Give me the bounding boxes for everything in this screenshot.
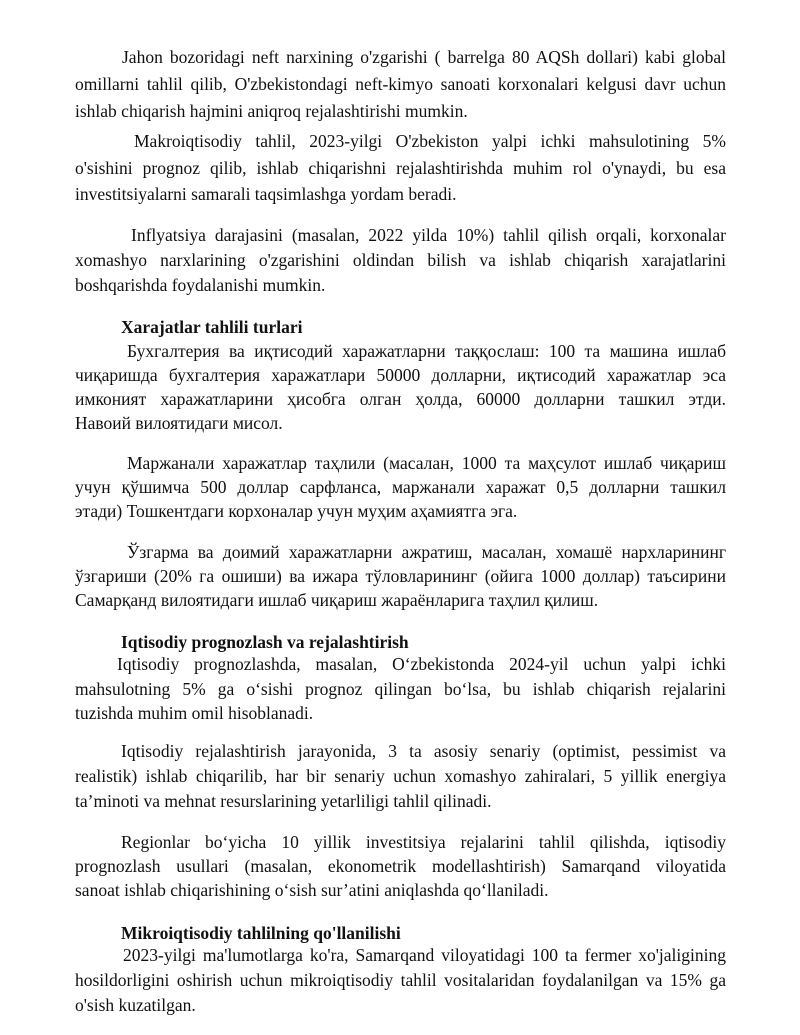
paragraph-line: Навоий вилоятидаги мисол. [75,413,283,433]
paragraph-line: 2023-yilgi ma'lumotlarga ko'ra, Samarqand viloyatidagi 100 ta fermer xo'jaligining [123,944,726,965]
paragraph-line: Самарқанд вилоятидаги ишлаб чиқариш жараёнларига таҳлил қилиш. [75,590,599,610]
paragraph-line: prognozlash usullari (masalan, ekonometrik modellashtirish) Samarqand viloyatida [75,856,726,876]
paragraph-line: mahsulotning 5% ga o‘sishi prognoz qilingan bo‘lsa, bu ishlab chiqarish rejalarini [75,678,726,699]
paragraph-line: чиқаришда бухгалтерия харажатлари 50000 долларни, иқтисодий харажатлар эса [75,365,726,385]
paragraph-line: investitsiyalarni samarali taqsimlashga yordam beradi. [75,184,457,204]
paragraph-line: Jahon bozoridagi neft narxining o'zgarishi ( barrelga 80 AQSh dollari) kabi global [122,46,726,67]
paragraph-line: этади) Тошкентдаги корхоналар учун муҳим аҳамиятга эга. [75,501,518,521]
paragraph [75,223,726,298]
paragraph-line: realistik) ishlab chiqarilib, har bir senariy uchun xomashyo zahiralari, 5 yillik energiya [75,765,726,786]
paragraph-line: hosildorligini oshirish uchun mikroiqtisodiy tahlil vositalaridan foydalanilgan va 15% ga [75,969,726,990]
paragraph-line: Бухгалтерия ва иқтисодий харажатларни таққослаш: 100 та машина ишлаб [127,341,726,361]
paragraph-line: Inflyatsiya darajasini (masalan, 2022 yilda 10%) tahlil qilish orqali, korxonalar [131,224,726,245]
paragraph-line: ishlab chiqarish hajmini aniqroq rejalashtirishi mumkin. [75,100,468,121]
paragraph [75,44,726,125]
paragraph [75,739,726,814]
paragraph-line: Iqtisodiy prognozlashda, masalan, O‘zbekistonda 2024-yil uchun yalpi ichki [117,654,726,674]
paragraph-line: o'sish kuzatilgan. [75,994,196,1015]
paragraph [75,451,726,523]
paragraph [75,339,726,435]
paragraph-line: Ўзгарма ва доимий харажатларни ажратиш, масалан, хомашё нархларининг [127,542,726,562]
paragraph-line: имконият харажатларини ҳисобга олган ҳолда, 60000 долларни ташкил этди. [75,389,726,409]
paragraph-line: tuzishda muhim omil hisoblanadi. [75,703,314,723]
paragraph-line: ta’minoti va mehnat resurslarining yetarliligi tahlil qilinadi. [75,790,492,811]
paragraph-line: boshqarishda foydalanishi mumkin. [75,274,326,295]
paragraph-line: Iqtisodiy rejalashtirish jarayonida, 3 ta asosiy senariy (optimist, pessimist va [121,740,726,761]
paragraph-line: omillarni tahlil qilib, O'zbekistondagi neft-kimyo sanoati korxonalari kelgusi davr uchun [75,73,726,94]
paragraph-line: xomashyo narxlarining o'zgarishini oldindan bilish va ishlab chiqarish xarajatlarini [75,249,726,270]
section-heading: Iqtisodiy prognozlash va rejalashtirish [121,632,409,652]
paragraph-line: ўзгариши (20% га ошиши) ва ижара тўловларининг (ойига 1000 доллар) таъсирини [75,566,726,586]
paragraph-line: o'sishini prognoz qilib, ishlab chiqarishni rejalashtirishda muhim rol o'ynaydi, bu esa [75,157,726,178]
paragraph [75,540,726,612]
paragraph [75,830,726,902]
paragraph-line: учун қўшимча 500 доллар сарфланса, маржанали харажат 0,5 долларни ташкил [75,477,726,497]
paragraph-line: Makroiqtisodiy tahlil, 2023-yilgi O'zbekiston yalpi ichki mahsulotining 5% [134,131,726,151]
section-heading: Xarajatlar tahlili turlari [121,317,303,337]
paragraph-line: sanoat ishlab chiqarishining o‘sish sur’atini aniqlashda qo‘llaniladi. [75,880,549,900]
paragraph-line: Маржанали харажатлар таҳлили (масалан, 1000 та маҳсулот ишлаб чиқариш [127,453,726,473]
paragraph [75,943,726,1018]
section-heading: Mikroiqtisodiy tahlilning qo'llanilishi [121,923,401,943]
paragraph-line: Regionlar bo‘yicha 10 yillik investitsiya rejalarini tahlil qilishda, iqtisodiy [121,832,726,852]
paragraph [75,128,726,208]
paragraph [75,652,726,726]
